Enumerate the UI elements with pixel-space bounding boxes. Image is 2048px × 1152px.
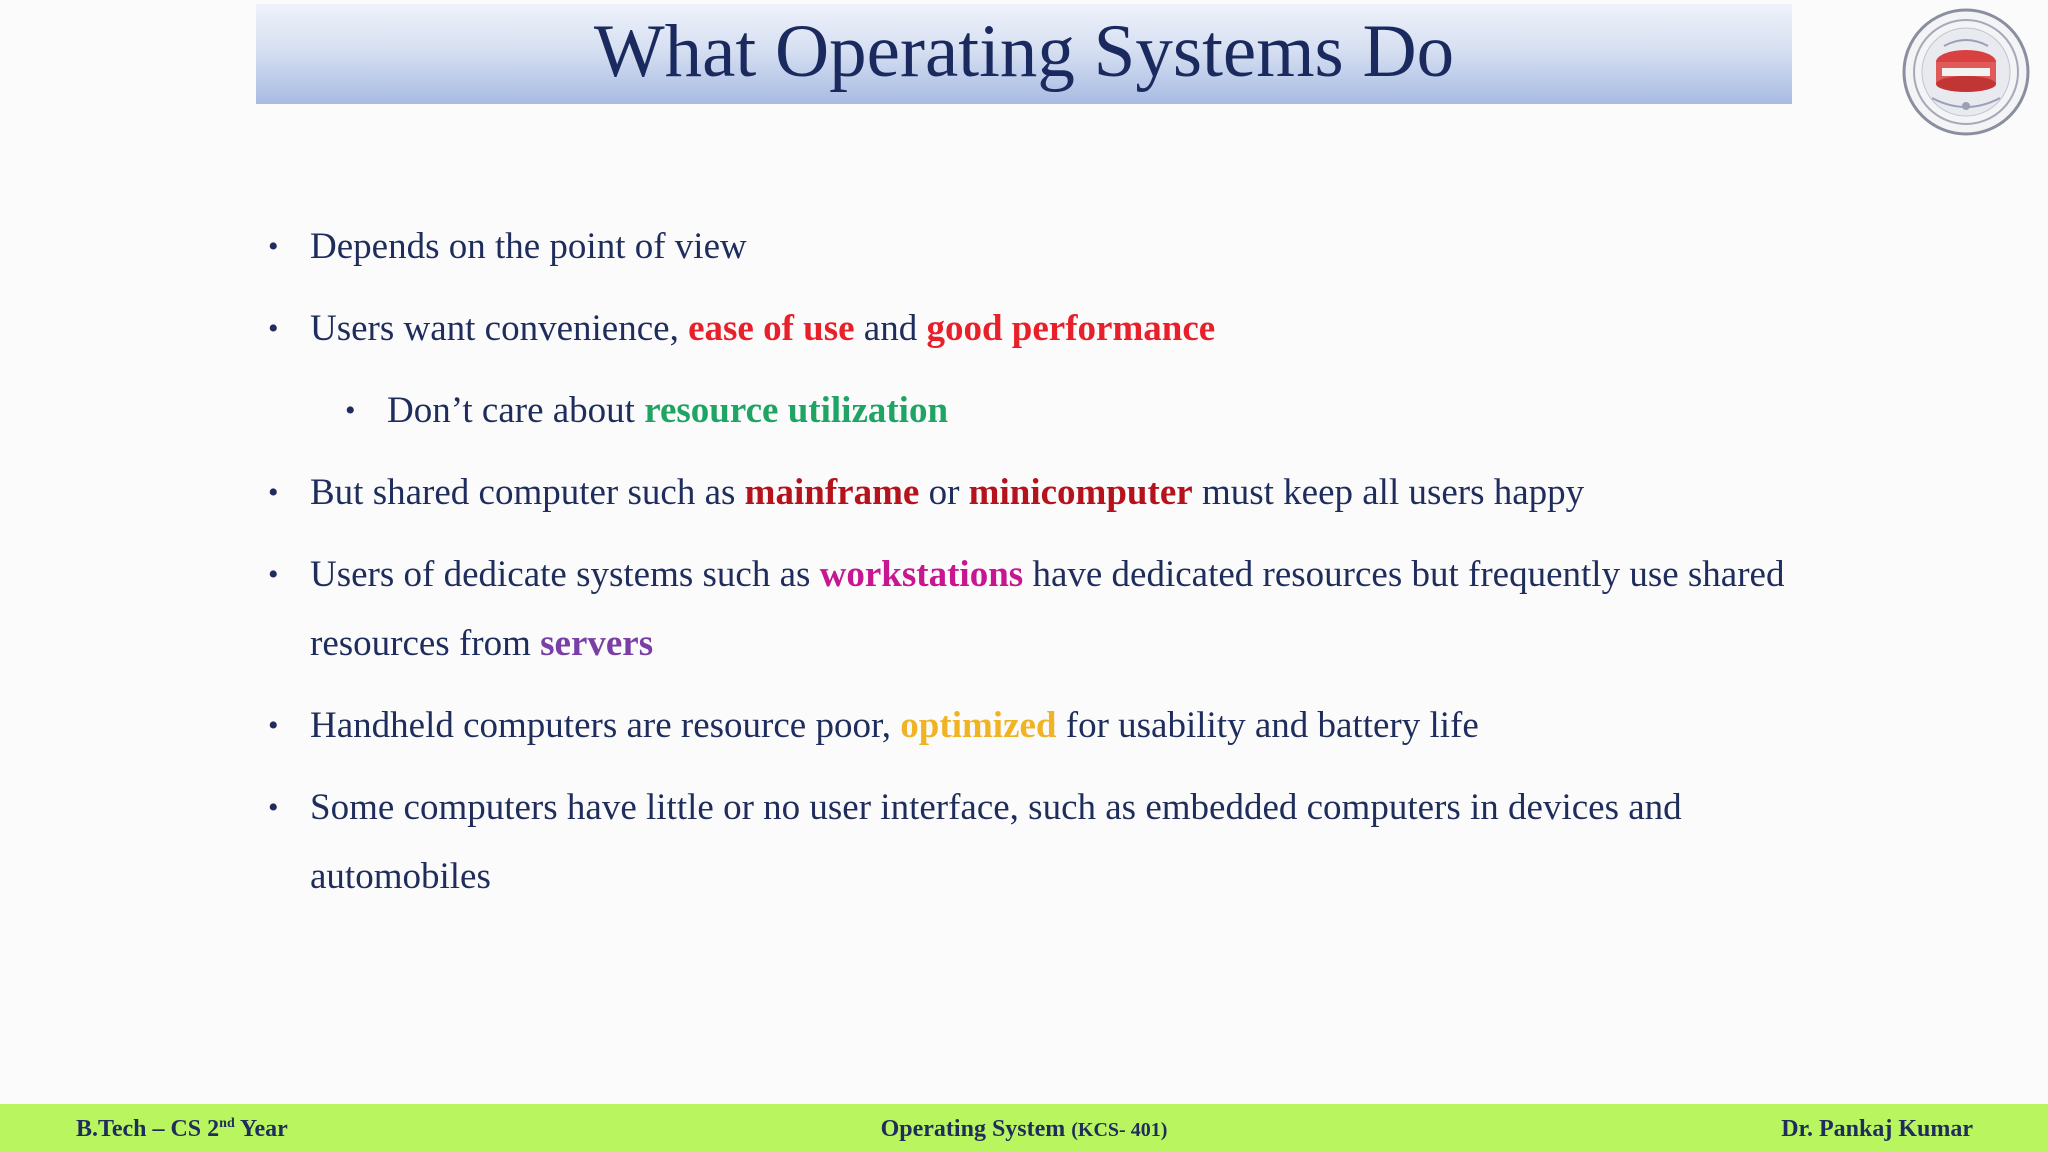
bullet-dot-icon: • [268, 709, 279, 742]
bullet-item [268, 212, 1788, 281]
highlighted-term: workstations [819, 554, 1024, 595]
highlighted-term: minicomputer [968, 472, 1193, 513]
footer-subject: Operating System (KCS- 401) [880, 1116, 1168, 1142]
bullet-text: and [854, 308, 927, 349]
bullet-item [268, 294, 1788, 363]
bullet-item [268, 458, 1788, 527]
bullet-item [268, 773, 1788, 911]
bullet-item [268, 691, 1788, 760]
sub-bullet-item [345, 376, 1788, 445]
bullet-dot-icon: • [268, 476, 279, 509]
bullet-text: must keep all users happy [1192, 472, 1585, 513]
bullet-text: Users of dedicate systems such as [310, 554, 820, 595]
bullet-text: have dedicated resources but frequently use shared resources from [310, 554, 1785, 664]
bullet-dot-icon: • [345, 394, 356, 427]
bullet-text: Handheld computers are resource poor, [310, 705, 901, 746]
bullet-text: for usability and battery life [1056, 705, 1479, 746]
highlighted-term: good performance [926, 308, 1216, 349]
bullet-dot-icon: • [268, 312, 279, 345]
bullet-item [268, 540, 1788, 678]
bullet-text: Depends on the point of view [310, 226, 747, 267]
highlighted-term: optimized [900, 705, 1057, 746]
highlighted-term: ease of use [688, 308, 855, 349]
bullet-text: Don’t care about [387, 390, 645, 431]
title-bar [256, 4, 1792, 104]
footer-course: B.Tech – CS 2nd Year [76, 1116, 288, 1142]
footer-bar [0, 1104, 2048, 1152]
bullet-text: or [919, 472, 969, 513]
highlighted-term: servers [540, 623, 654, 664]
bullet-text: Users want convenience, [310, 308, 689, 349]
bullet-dot-icon: • [268, 558, 279, 591]
bullet-dot-icon: • [268, 230, 279, 263]
bullet-dot-icon: • [268, 791, 279, 824]
bullet-list [268, 212, 1788, 924]
slide-title: What Operating Systems Do [593, 10, 1455, 93]
highlighted-term: resource utilization [644, 390, 949, 431]
institute-seal-icon [1892, 6, 2040, 138]
bullet-text: Some computers have little or no user interface, such as embedded computers in devices and automobiles [310, 787, 1682, 897]
footer-author: Dr. Pankaj Kumar [1781, 1116, 1973, 1142]
highlighted-term: mainframe [744, 472, 920, 513]
bullet-text: But shared computer such as [310, 472, 745, 513]
